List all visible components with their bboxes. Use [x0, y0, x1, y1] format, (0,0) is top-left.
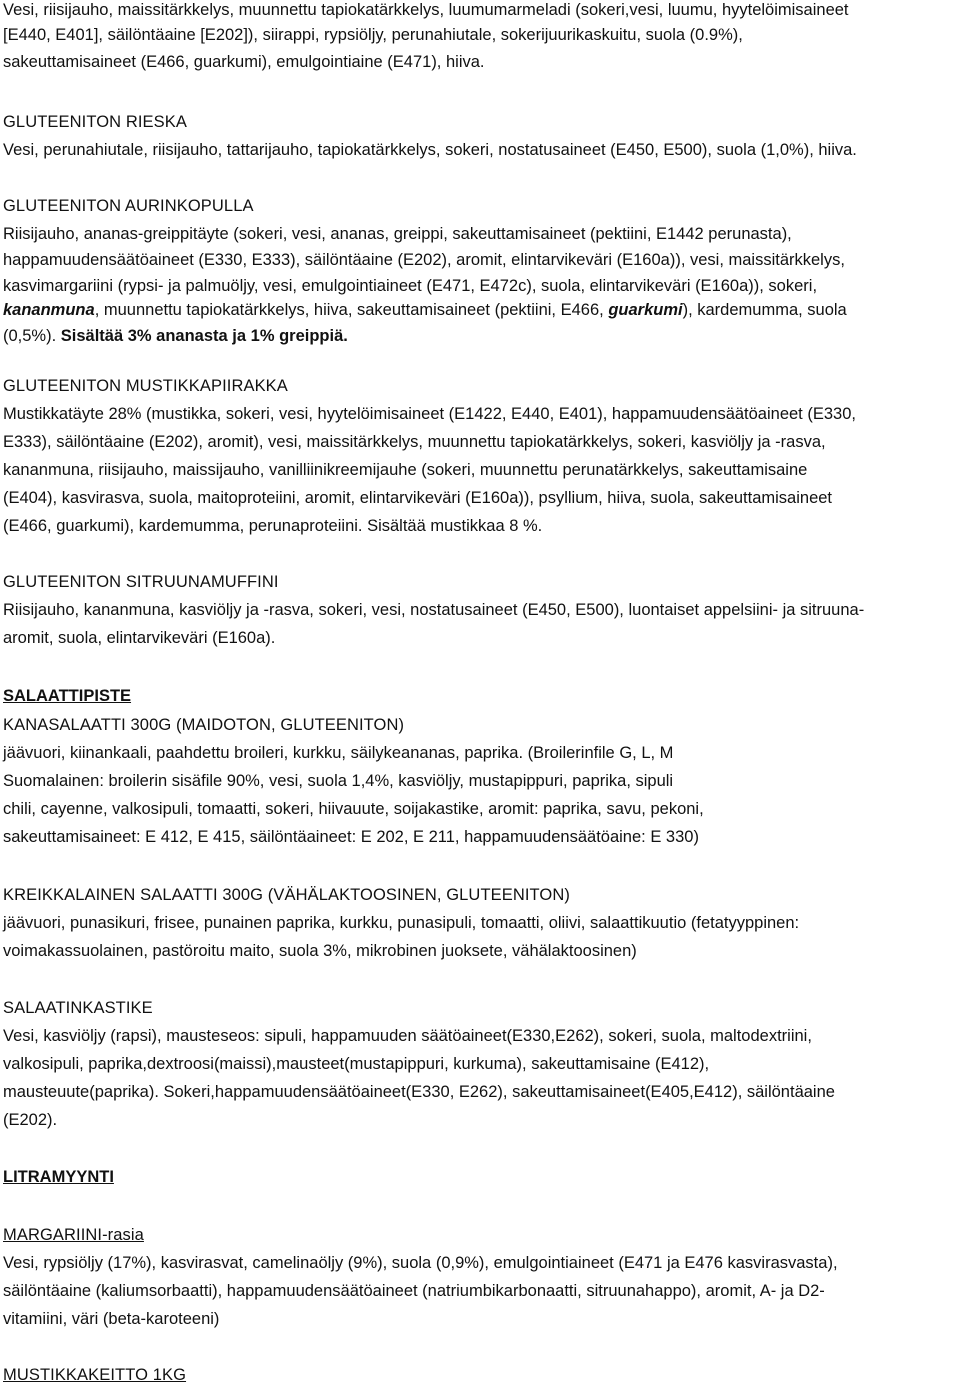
paragraph-line: sakeuttamisaineet: E 412, E 415, säilöntäaineet: E 202, E 211, happamuudensäätöaine: E 330): [3, 828, 699, 846]
text-run: , muunnettu tapiokatärkkelys, hiiva, sakeuttamisaineet (pektiini, E466,: [94, 301, 609, 319]
paragraph-line: Suomalainen: broilerin sisäfile 90%, vesi, suola 1,4%, kasviöljy, mustapippuri, paprika, sipuli: [3, 772, 674, 790]
paragraph-line: [3, 300, 847, 320]
product-heading-margariini: MARGARIINI-rasia: [3, 1226, 144, 1244]
product-heading-sitruunamuffini: GLUTEENITON SITRUUNAMUFFINI: [3, 573, 279, 591]
text-run: ), kardemumma, suola: [682, 301, 847, 319]
product-heading-rieska: GLUTEENITON RIESKA: [3, 113, 187, 131]
paragraph-line: E333), säilöntäaine (E202), aromit), vesi, maissitärkkelys, muunnettu tapiokatärkkelys, sokeri, kasviöljy ja -rasva,: [3, 433, 826, 451]
product-heading-mustikkapiirakka: GLUTEENITON MUSTIKKAPIIRAKKA: [3, 377, 288, 395]
product-heading-kreikkalainen: KREIKKALAINEN SALAATTI 300G (VÄHÄLAKTOOSINEN, GLUTEENITON): [3, 886, 570, 904]
allergen-kananmuna: kananmuna: [3, 301, 95, 319]
paragraph-line: (E404), kasvirasva, suola, maitoproteiini, aromit, elintarvikeväri (E160a)), psyllium, hiiva, suola, sakeuttamisaineet: [3, 489, 833, 507]
paragraph-line: Riisijauho, kananmuna, kasviöljy ja -rasva, sokeri, vesi, nostatusaineet (E450, E500), luontaiset appelsiini- ja sitruuna-: [3, 601, 865, 619]
paragraph-line: sakeuttamisaineet (E466, guarkumi), emulgointiaine (E471), hiiva.: [3, 53, 485, 71]
product-heading-aurinkopulla: GLUTEENITON AURINKOPULLA: [3, 197, 254, 215]
section-heading-litramyynti: LITRAMYYNTI: [3, 1168, 114, 1186]
text-run: (0,5%).: [3, 327, 61, 345]
paragraph-line: [E440, E401], säilöntäaine [E202]), siirappi, rypsiöljy, perunahiutale, sokerijuurikaskuitu, suola (0.9%),: [3, 26, 743, 44]
section-heading-salaattipiste: SALAATTIPISTE: [3, 687, 132, 705]
paragraph-line: Vesi, perunahiutale, riisijauho, tattarijauho, tapiokatärkkelys, sokeri, nostatusaineet (E450, E500), suola (1,0%), hiiva.: [3, 141, 857, 159]
product-heading-kanasalaatti: KANASALAATTI 300G (MAIDOTON, GLUTEENITON): [3, 716, 405, 734]
paragraph-line: Vesi, rypsiöljy (17%), kasvirasvat, camelinaöljy (9%), suola (0,9%), emulgointiaineet (E471 ja E476 kasvirasvasta),: [3, 1254, 838, 1272]
paragraph-line: Vesi, riisijauho, maissitärkkelys, muunnettu tapiokatärkkelys, luumumarmeladi (sokeri,vesi, luumu, hyytelöimisaineet: [3, 1, 849, 19]
paragraph-line: kasvimargariini (rypsi- ja palmuöljy, vesi, emulgointiaineet (E471, E472c), suola, elintarvikeväri (E160a)), sokeri,: [3, 277, 818, 295]
paragraph-line: chili, cayenne, valkosipuli, tomaatti, sokeri, hiivauute, soijakastike, aromit: paprika, savu, pekoni,: [3, 800, 704, 818]
paragraph-line: jäävuori, punasikuri, frisee, punainen paprika, kurkku, punasipuli, tomaatti, oliivi, salaattikuutio (fetatyyppinen:: [3, 914, 800, 932]
paragraph-line: (E202).: [3, 1111, 58, 1129]
paragraph-line: aromit, suola, elintarvikeväri (E160a).: [3, 629, 276, 647]
allergen-guarkumi: guarkumi: [608, 301, 683, 319]
paragraph-line: kananmuna, riisijauho, maissijauho, vanilliinikreemijauhe (sokeri, muunnettu perunatärkkelys, sakeuttamisaine: [3, 461, 808, 479]
paragraph-line: (E466, guarkumi), kardemumma, perunaproteiini. Sisältää mustikkaa 8 %.: [3, 517, 543, 535]
content-note: Sisältää 3% ananasta ja 1% greippiä.: [60, 327, 348, 345]
paragraph-line: voimakassuolainen, pastöroitu maito, suola 3%, mikrobinen juoksete, vähälaktoosinen): [3, 942, 637, 960]
paragraph-line: Vesi, kasviöljy (rapsi), mausteseos: sipuli, happamuuden säätöaineet(E330,E262), sokeri, suola, maltodextriini,: [3, 1027, 812, 1045]
paragraph-line: Mustikkatäyte 28% (mustikka, sokeri, vesi, hyytelöimisaineet (E1422, E440, E401), happamuudensäätöaineet (E330,: [3, 405, 856, 423]
product-heading-mustikkakeitto: MUSTIKKAKEITTO 1KG: [3, 1366, 187, 1384]
paragraph-line: jäävuori, kiinankaali, paahdettu broileri, kurkku, säilykeananas, paprika. (Broilerinfile G, L, M: [3, 744, 674, 762]
paragraph-line: happamuudensäätöaineet (E330, E333), säilöntäaine (E202), aromit, elintarvikeväri (E160a)), vesi, maissitärkkelys,: [3, 251, 845, 269]
paragraph-line: mausteuute(paprika). Sokeri,happamuudensäätöaineet(E330, E262), sakeuttamisaineet(E405,E412), säilöntäaine: [3, 1083, 835, 1101]
paragraph-line: [3, 326, 348, 346]
paragraph-line: Riisijauho, ananas-greippitäyte (sokeri, vesi, ananas, greippi, sakeuttamisaineet (pektiini, E1442 perunasta),: [3, 225, 792, 243]
paragraph-line: valkosipuli, paprika,dextroosi(maissi),mausteet(mustapippuri, kurkuma), sakeuttamisaine (E412),: [3, 1055, 710, 1073]
paragraph-line: säilöntäaine (kaliumsorbaatti), happamuudensäätöaineet (natriumbikarbonaatti, sitruunahappo), aromit, A- ja D2-: [3, 1282, 825, 1300]
paragraph-line: vitamiini, väri (beta-karoteeni): [3, 1310, 220, 1328]
product-heading-salaatinkastike: SALAATINKASTIKE: [3, 999, 153, 1017]
